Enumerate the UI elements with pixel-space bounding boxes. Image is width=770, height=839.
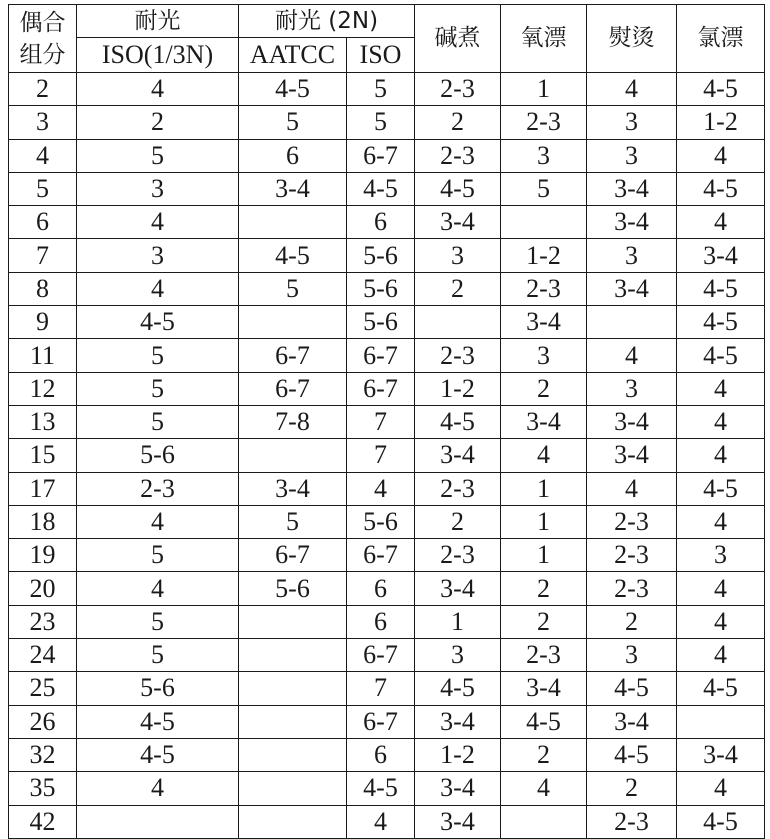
table-header xyxy=(9,5,765,73)
cell-coupling-component: 15 xyxy=(9,439,77,472)
cell-chlorine-bleach: 4-5 xyxy=(677,172,765,205)
cell-light-2n-aatcc xyxy=(239,605,347,638)
cell-light-iso-1-3n: 4 xyxy=(77,772,239,805)
cell-ironing: 2-3 xyxy=(587,572,677,605)
cell-chlorine-bleach: 4 xyxy=(677,772,765,805)
cell-light-iso-1-3n: 5 xyxy=(77,139,239,172)
table-row xyxy=(9,805,765,838)
cell-chlorine-bleach: 3-4 xyxy=(677,239,765,272)
cell-coupling-component: 11 xyxy=(9,339,77,372)
cell-light-2n-iso: 5-6 xyxy=(347,272,415,305)
cell-coupling-component: 13 xyxy=(9,405,77,438)
cell-coupling-component: 9 xyxy=(9,306,77,339)
header-alkali-boil: 碱煮 xyxy=(415,5,501,73)
cell-alkali-boil: 3 xyxy=(415,239,501,272)
cell-light-2n-iso: 7 xyxy=(347,439,415,472)
cell-light-2n-iso: 4 xyxy=(347,472,415,505)
cell-ironing: 3 xyxy=(587,106,677,139)
cell-chlorine-bleach: 4 xyxy=(677,439,765,472)
header-coupling-line1: 偶合 xyxy=(19,9,66,36)
cell-light-iso-1-3n: 4-5 xyxy=(77,738,239,771)
table-row xyxy=(9,405,765,438)
cell-light-iso-1-3n: 5 xyxy=(77,339,239,372)
cell-ironing: 3-4 xyxy=(587,272,677,305)
cell-light-2n-aatcc xyxy=(239,439,347,472)
cell-light-2n-iso: 5-6 xyxy=(347,505,415,538)
cell-light-2n-aatcc: 4-5 xyxy=(239,239,347,272)
cell-oxygen-bleach: 2-3 xyxy=(501,639,587,672)
table-row xyxy=(9,106,765,139)
cell-light-iso-1-3n: 4-5 xyxy=(77,306,239,339)
cell-oxygen-bleach xyxy=(501,805,587,838)
cell-coupling-component: 18 xyxy=(9,505,77,538)
cell-chlorine-bleach: 1-2 xyxy=(677,106,765,139)
cell-coupling-component: 5 xyxy=(9,172,77,205)
cell-alkali-boil: 4-5 xyxy=(415,672,501,705)
table-row xyxy=(9,672,765,705)
cell-light-2n-aatcc: 6-7 xyxy=(239,539,347,572)
cell-light-2n-iso: 4-5 xyxy=(347,172,415,205)
cell-chlorine-bleach: 4-5 xyxy=(677,339,765,372)
cell-coupling-component: 6 xyxy=(9,206,77,239)
cell-alkali-boil: 1-2 xyxy=(415,372,501,405)
cell-oxygen-bleach: 2 xyxy=(501,605,587,638)
cell-chlorine-bleach: 4 xyxy=(677,605,765,638)
table-row xyxy=(9,472,765,505)
cell-coupling-component: 17 xyxy=(9,472,77,505)
cell-oxygen-bleach: 1-2 xyxy=(501,239,587,272)
cell-light-2n-aatcc: 5-6 xyxy=(239,572,347,605)
cell-light-iso-1-3n: 5 xyxy=(77,372,239,405)
cell-light-2n-iso: 6 xyxy=(347,605,415,638)
cell-light-iso-1-3n: 4 xyxy=(77,272,239,305)
cell-oxygen-bleach: 5 xyxy=(501,172,587,205)
cell-chlorine-bleach: 4-5 xyxy=(677,306,765,339)
cell-chlorine-bleach: 4 xyxy=(677,572,765,605)
cell-coupling-component: 24 xyxy=(9,639,77,672)
cell-alkali-boil: 2 xyxy=(415,505,501,538)
table-row xyxy=(9,139,765,172)
cell-light-2n-aatcc xyxy=(239,206,347,239)
cell-ironing: 2-3 xyxy=(587,539,677,572)
cell-oxygen-bleach: 1 xyxy=(501,505,587,538)
header-light-iso-1-3n: ISO(1/3N) xyxy=(77,38,239,73)
cell-ironing: 4-5 xyxy=(587,672,677,705)
cell-light-2n-iso: 6-7 xyxy=(347,639,415,672)
cell-ironing: 2-3 xyxy=(587,505,677,538)
cell-light-iso-1-3n: 4-5 xyxy=(77,705,239,738)
cell-coupling-component: 25 xyxy=(9,672,77,705)
cell-alkali-boil: 4-5 xyxy=(415,405,501,438)
cell-alkali-boil: 3-4 xyxy=(415,705,501,738)
cell-coupling-component: 42 xyxy=(9,805,77,838)
cell-oxygen-bleach: 3 xyxy=(501,339,587,372)
cell-oxygen-bleach: 2 xyxy=(501,372,587,405)
table-row xyxy=(9,738,765,771)
cell-light-2n-iso: 6-7 xyxy=(347,339,415,372)
cell-light-iso-1-3n: 4 xyxy=(77,206,239,239)
cell-chlorine-bleach: 4-5 xyxy=(677,272,765,305)
cell-light-2n-aatcc xyxy=(239,306,347,339)
cell-chlorine-bleach: 4 xyxy=(677,639,765,672)
cell-ironing: 3-4 xyxy=(587,206,677,239)
cell-light-2n-aatcc: 3-4 xyxy=(239,172,347,205)
cell-ironing: 4 xyxy=(587,472,677,505)
cell-ironing: 3 xyxy=(587,639,677,672)
cell-coupling-component: 19 xyxy=(9,539,77,572)
cell-alkali-boil: 4-5 xyxy=(415,172,501,205)
cell-alkali-boil: 2 xyxy=(415,272,501,305)
cell-light-2n-iso: 6 xyxy=(347,206,415,239)
cell-chlorine-bleach: 4 xyxy=(677,206,765,239)
cell-coupling-component: 23 xyxy=(9,605,77,638)
cell-light-2n-iso: 5 xyxy=(347,106,415,139)
cell-coupling-component: 2 xyxy=(9,73,77,106)
table-row xyxy=(9,572,765,605)
cell-light-2n-aatcc: 5 xyxy=(239,505,347,538)
header-oxygen-bleach: 氧漂 xyxy=(501,5,587,73)
table-row xyxy=(9,172,765,205)
cell-oxygen-bleach: 3-4 xyxy=(501,306,587,339)
cell-light-iso-1-3n: 5-6 xyxy=(77,672,239,705)
header-light-fastness-2n: 耐光 (2N) xyxy=(239,5,415,38)
fastness-table xyxy=(8,4,765,839)
table-row xyxy=(9,639,765,672)
cell-light-2n-aatcc: 5 xyxy=(239,106,347,139)
cell-oxygen-bleach: 3-4 xyxy=(501,672,587,705)
cell-alkali-boil: 3-4 xyxy=(415,805,501,838)
cell-chlorine-bleach: 4 xyxy=(677,405,765,438)
cell-alkali-boil: 1 xyxy=(415,605,501,638)
cell-ironing: 3 xyxy=(587,139,677,172)
cell-light-2n-iso: 7 xyxy=(347,672,415,705)
cell-light-2n-iso: 4-5 xyxy=(347,772,415,805)
cell-oxygen-bleach: 4 xyxy=(501,772,587,805)
cell-light-2n-iso: 5-6 xyxy=(347,306,415,339)
cell-light-iso-1-3n: 5 xyxy=(77,405,239,438)
table-row xyxy=(9,272,765,305)
table-row xyxy=(9,605,765,638)
cell-coupling-component: 26 xyxy=(9,705,77,738)
cell-light-2n-iso: 6-7 xyxy=(347,372,415,405)
cell-alkali-boil: 3 xyxy=(415,639,501,672)
cell-ironing: 3-4 xyxy=(587,439,677,472)
cell-oxygen-bleach: 2-3 xyxy=(501,106,587,139)
cell-light-iso-1-3n: 2-3 xyxy=(77,472,239,505)
cell-light-2n-aatcc: 6 xyxy=(239,139,347,172)
cell-alkali-boil: 2 xyxy=(415,106,501,139)
header-coupling-line2: 组分 xyxy=(19,41,66,68)
cell-light-2n-iso: 6-7 xyxy=(347,139,415,172)
cell-oxygen-bleach: 1 xyxy=(501,539,587,572)
header-light-2n-iso: ISO xyxy=(347,38,415,73)
cell-coupling-component: 3 xyxy=(9,106,77,139)
cell-alkali-boil: 2-3 xyxy=(415,139,501,172)
cell-coupling-component: 35 xyxy=(9,772,77,805)
cell-ironing: 4 xyxy=(587,73,677,106)
header-light-fastness: 耐光 xyxy=(77,5,239,38)
cell-light-2n-iso: 6-7 xyxy=(347,539,415,572)
cell-chlorine-bleach: 4-5 xyxy=(677,672,765,705)
cell-light-2n-aatcc: 7-8 xyxy=(239,405,347,438)
cell-oxygen-bleach: 2-3 xyxy=(501,272,587,305)
table-row xyxy=(9,239,765,272)
table-row xyxy=(9,339,765,372)
header-chlorine-bleach: 氯漂 xyxy=(677,5,765,73)
cell-light-2n-iso: 7 xyxy=(347,405,415,438)
cell-chlorine-bleach: 4-5 xyxy=(677,805,765,838)
cell-ironing: 3-4 xyxy=(587,405,677,438)
cell-ironing: 2-3 xyxy=(587,805,677,838)
table-row xyxy=(9,306,765,339)
table-row xyxy=(9,505,765,538)
cell-coupling-component: 8 xyxy=(9,272,77,305)
cell-chlorine-bleach: 4 xyxy=(677,505,765,538)
cell-oxygen-bleach: 1 xyxy=(501,472,587,505)
cell-oxygen-bleach: 3-4 xyxy=(501,405,587,438)
cell-alkali-boil: 2-3 xyxy=(415,472,501,505)
cell-light-iso-1-3n: 4 xyxy=(77,505,239,538)
cell-light-iso-1-3n: 3 xyxy=(77,239,239,272)
cell-coupling-component: 32 xyxy=(9,738,77,771)
cell-alkali-boil: 1-2 xyxy=(415,738,501,771)
cell-light-2n-aatcc xyxy=(239,639,347,672)
cell-coupling-component: 7 xyxy=(9,239,77,272)
cell-oxygen-bleach: 3 xyxy=(501,139,587,172)
cell-chlorine-bleach: 4 xyxy=(677,372,765,405)
cell-light-2n-aatcc xyxy=(239,772,347,805)
header-light-2n-aatcc: AATCC xyxy=(239,38,347,73)
cell-light-2n-iso: 6 xyxy=(347,572,415,605)
cell-light-iso-1-3n: 4 xyxy=(77,73,239,106)
cell-ironing: 4 xyxy=(587,339,677,372)
cell-light-iso-1-3n xyxy=(77,805,239,838)
cell-alkali-boil: 3-4 xyxy=(415,439,501,472)
cell-light-2n-aatcc xyxy=(239,805,347,838)
cell-coupling-component: 4 xyxy=(9,139,77,172)
cell-oxygen-bleach: 4-5 xyxy=(501,705,587,738)
cell-light-2n-aatcc xyxy=(239,738,347,771)
cell-light-2n-aatcc: 5 xyxy=(239,272,347,305)
cell-coupling-component: 12 xyxy=(9,372,77,405)
cell-alkali-boil: 3-4 xyxy=(415,206,501,239)
cell-light-2n-aatcc xyxy=(239,705,347,738)
cell-ironing: 4-5 xyxy=(587,738,677,771)
cell-light-iso-1-3n: 2 xyxy=(77,106,239,139)
cell-ironing: 3 xyxy=(587,239,677,272)
cell-light-2n-aatcc: 6-7 xyxy=(239,339,347,372)
table-row xyxy=(9,439,765,472)
cell-oxygen-bleach: 1 xyxy=(501,73,587,106)
table-row xyxy=(9,372,765,405)
cell-oxygen-bleach xyxy=(501,206,587,239)
cell-light-2n-iso: 6 xyxy=(347,738,415,771)
table-row xyxy=(9,705,765,738)
cell-chlorine-bleach: 4-5 xyxy=(677,73,765,106)
cell-ironing: 2 xyxy=(587,772,677,805)
cell-light-iso-1-3n: 5 xyxy=(77,539,239,572)
cell-light-2n-aatcc: 6-7 xyxy=(239,372,347,405)
cell-ironing xyxy=(587,306,677,339)
cell-ironing: 3-4 xyxy=(587,705,677,738)
cell-light-iso-1-3n: 3 xyxy=(77,172,239,205)
cell-alkali-boil: 3-4 xyxy=(415,772,501,805)
cell-light-2n-iso: 4 xyxy=(347,805,415,838)
cell-oxygen-bleach: 2 xyxy=(501,572,587,605)
cell-ironing: 3-4 xyxy=(587,172,677,205)
cell-light-iso-1-3n: 4 xyxy=(77,572,239,605)
cell-alkali-boil: 2-3 xyxy=(415,539,501,572)
cell-chlorine-bleach: 3 xyxy=(677,539,765,572)
cell-chlorine-bleach: 4 xyxy=(677,139,765,172)
cell-light-iso-1-3n: 5 xyxy=(77,639,239,672)
cell-light-2n-iso: 5 xyxy=(347,73,415,106)
cell-alkali-boil: 2-3 xyxy=(415,73,501,106)
cell-light-2n-aatcc xyxy=(239,672,347,705)
cell-ironing: 2 xyxy=(587,605,677,638)
cell-alkali-boil: 2-3 xyxy=(415,339,501,372)
cell-oxygen-bleach: 2 xyxy=(501,738,587,771)
cell-chlorine-bleach: 3-4 xyxy=(677,738,765,771)
cell-chlorine-bleach xyxy=(677,705,765,738)
header-coupling-component xyxy=(9,5,77,73)
cell-coupling-component: 20 xyxy=(9,572,77,605)
cell-light-2n-iso: 6-7 xyxy=(347,705,415,738)
cell-light-2n-aatcc: 4-5 xyxy=(239,73,347,106)
table-row xyxy=(9,539,765,572)
cell-chlorine-bleach: 4-5 xyxy=(677,472,765,505)
cell-light-iso-1-3n: 5 xyxy=(77,605,239,638)
table-row xyxy=(9,73,765,106)
cell-light-iso-1-3n: 5-6 xyxy=(77,439,239,472)
cell-ironing: 3 xyxy=(587,372,677,405)
cell-oxygen-bleach: 4 xyxy=(501,439,587,472)
cell-light-2n-iso: 5-6 xyxy=(347,239,415,272)
table-body xyxy=(9,73,765,839)
table-row xyxy=(9,772,765,805)
header-ironing: 熨烫 xyxy=(587,5,677,73)
cell-alkali-boil: 3-4 xyxy=(415,572,501,605)
cell-alkali-boil xyxy=(415,306,501,339)
table-row xyxy=(9,206,765,239)
cell-light-2n-aatcc: 3-4 xyxy=(239,472,347,505)
